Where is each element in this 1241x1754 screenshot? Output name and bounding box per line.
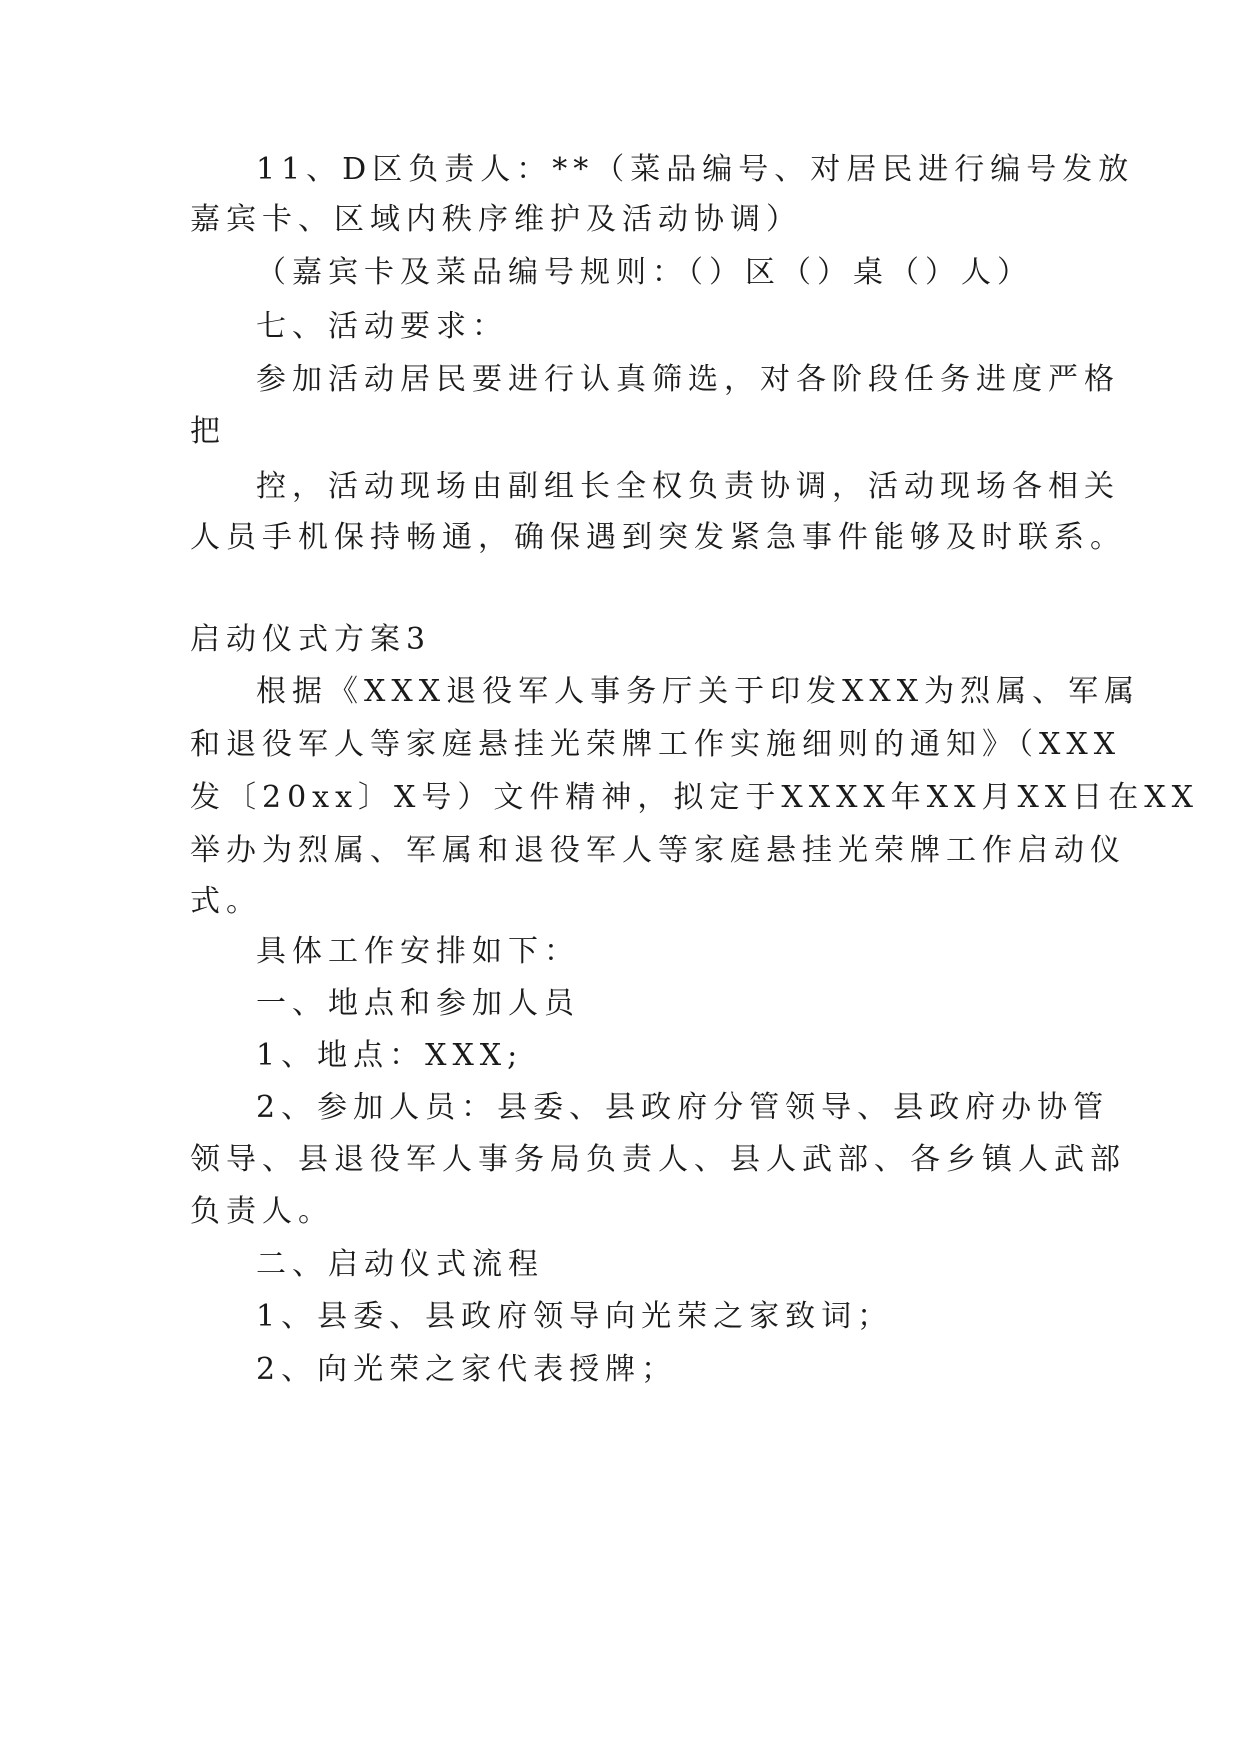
text-line: 2、参加人员：县委、县政府分管领导、县政府办协管 bbox=[256, 1090, 1110, 1125]
text-line: 式。 bbox=[190, 884, 262, 919]
section-heading: 二、启动仪式流程 bbox=[256, 1247, 544, 1282]
section-heading: 一、地点和参加人员 bbox=[256, 986, 580, 1021]
text-line: 人员手机保持畅通，确保遇到突发紧急事件能够及时联系。 bbox=[190, 520, 1126, 555]
text-line: 具体工作安排如下： bbox=[256, 934, 580, 969]
text-line: 嘉宾卡、区域内秩序维护及活动协调） bbox=[190, 202, 802, 237]
text-line: 11、D区负责人：**（菜品编号、对居民进行编号发放 bbox=[256, 152, 1135, 187]
document-title: 启动仪式方案3 bbox=[190, 622, 432, 657]
text-line: 负责人。 bbox=[190, 1194, 334, 1229]
text-line: 把 bbox=[190, 414, 226, 449]
text-line: 领导、县退役军人事务局负责人、县人武部、各乡镇人武部 bbox=[190, 1142, 1126, 1177]
text-line: 根据《XXX退役军人事务厅关于印发XXX为烈属、军属 bbox=[256, 674, 1141, 709]
text-line: 1、地点：XXX; bbox=[256, 1038, 524, 1073]
text-line: 参加活动居民要进行认真筛选，对各阶段任务进度严格 bbox=[256, 362, 1120, 397]
section-heading: 七、活动要求： bbox=[256, 309, 508, 344]
text-line: 1、县委、县政府领导向光荣之家致词； bbox=[256, 1299, 894, 1334]
text-line: 2、向光荣之家代表授牌； bbox=[256, 1352, 678, 1387]
text-line: （嘉宾卡及菜品编号规则：（）区（）桌（）人） bbox=[256, 255, 1033, 290]
text-line: 举办为烈属、军属和退役军人等家庭悬挂光荣牌工作启动仪 bbox=[190, 833, 1126, 868]
text-line: 控，活动现场由副组长全权负责协调，活动现场各相关 bbox=[256, 469, 1120, 504]
text-line: 和退役军人等家庭悬挂光荣牌工作实施细则的通知》（XXX bbox=[190, 727, 1122, 762]
text-line: 发〔20xx〕X号）文件精神，拟定于XXXX年XX月XX日在XX bbox=[190, 780, 1199, 815]
